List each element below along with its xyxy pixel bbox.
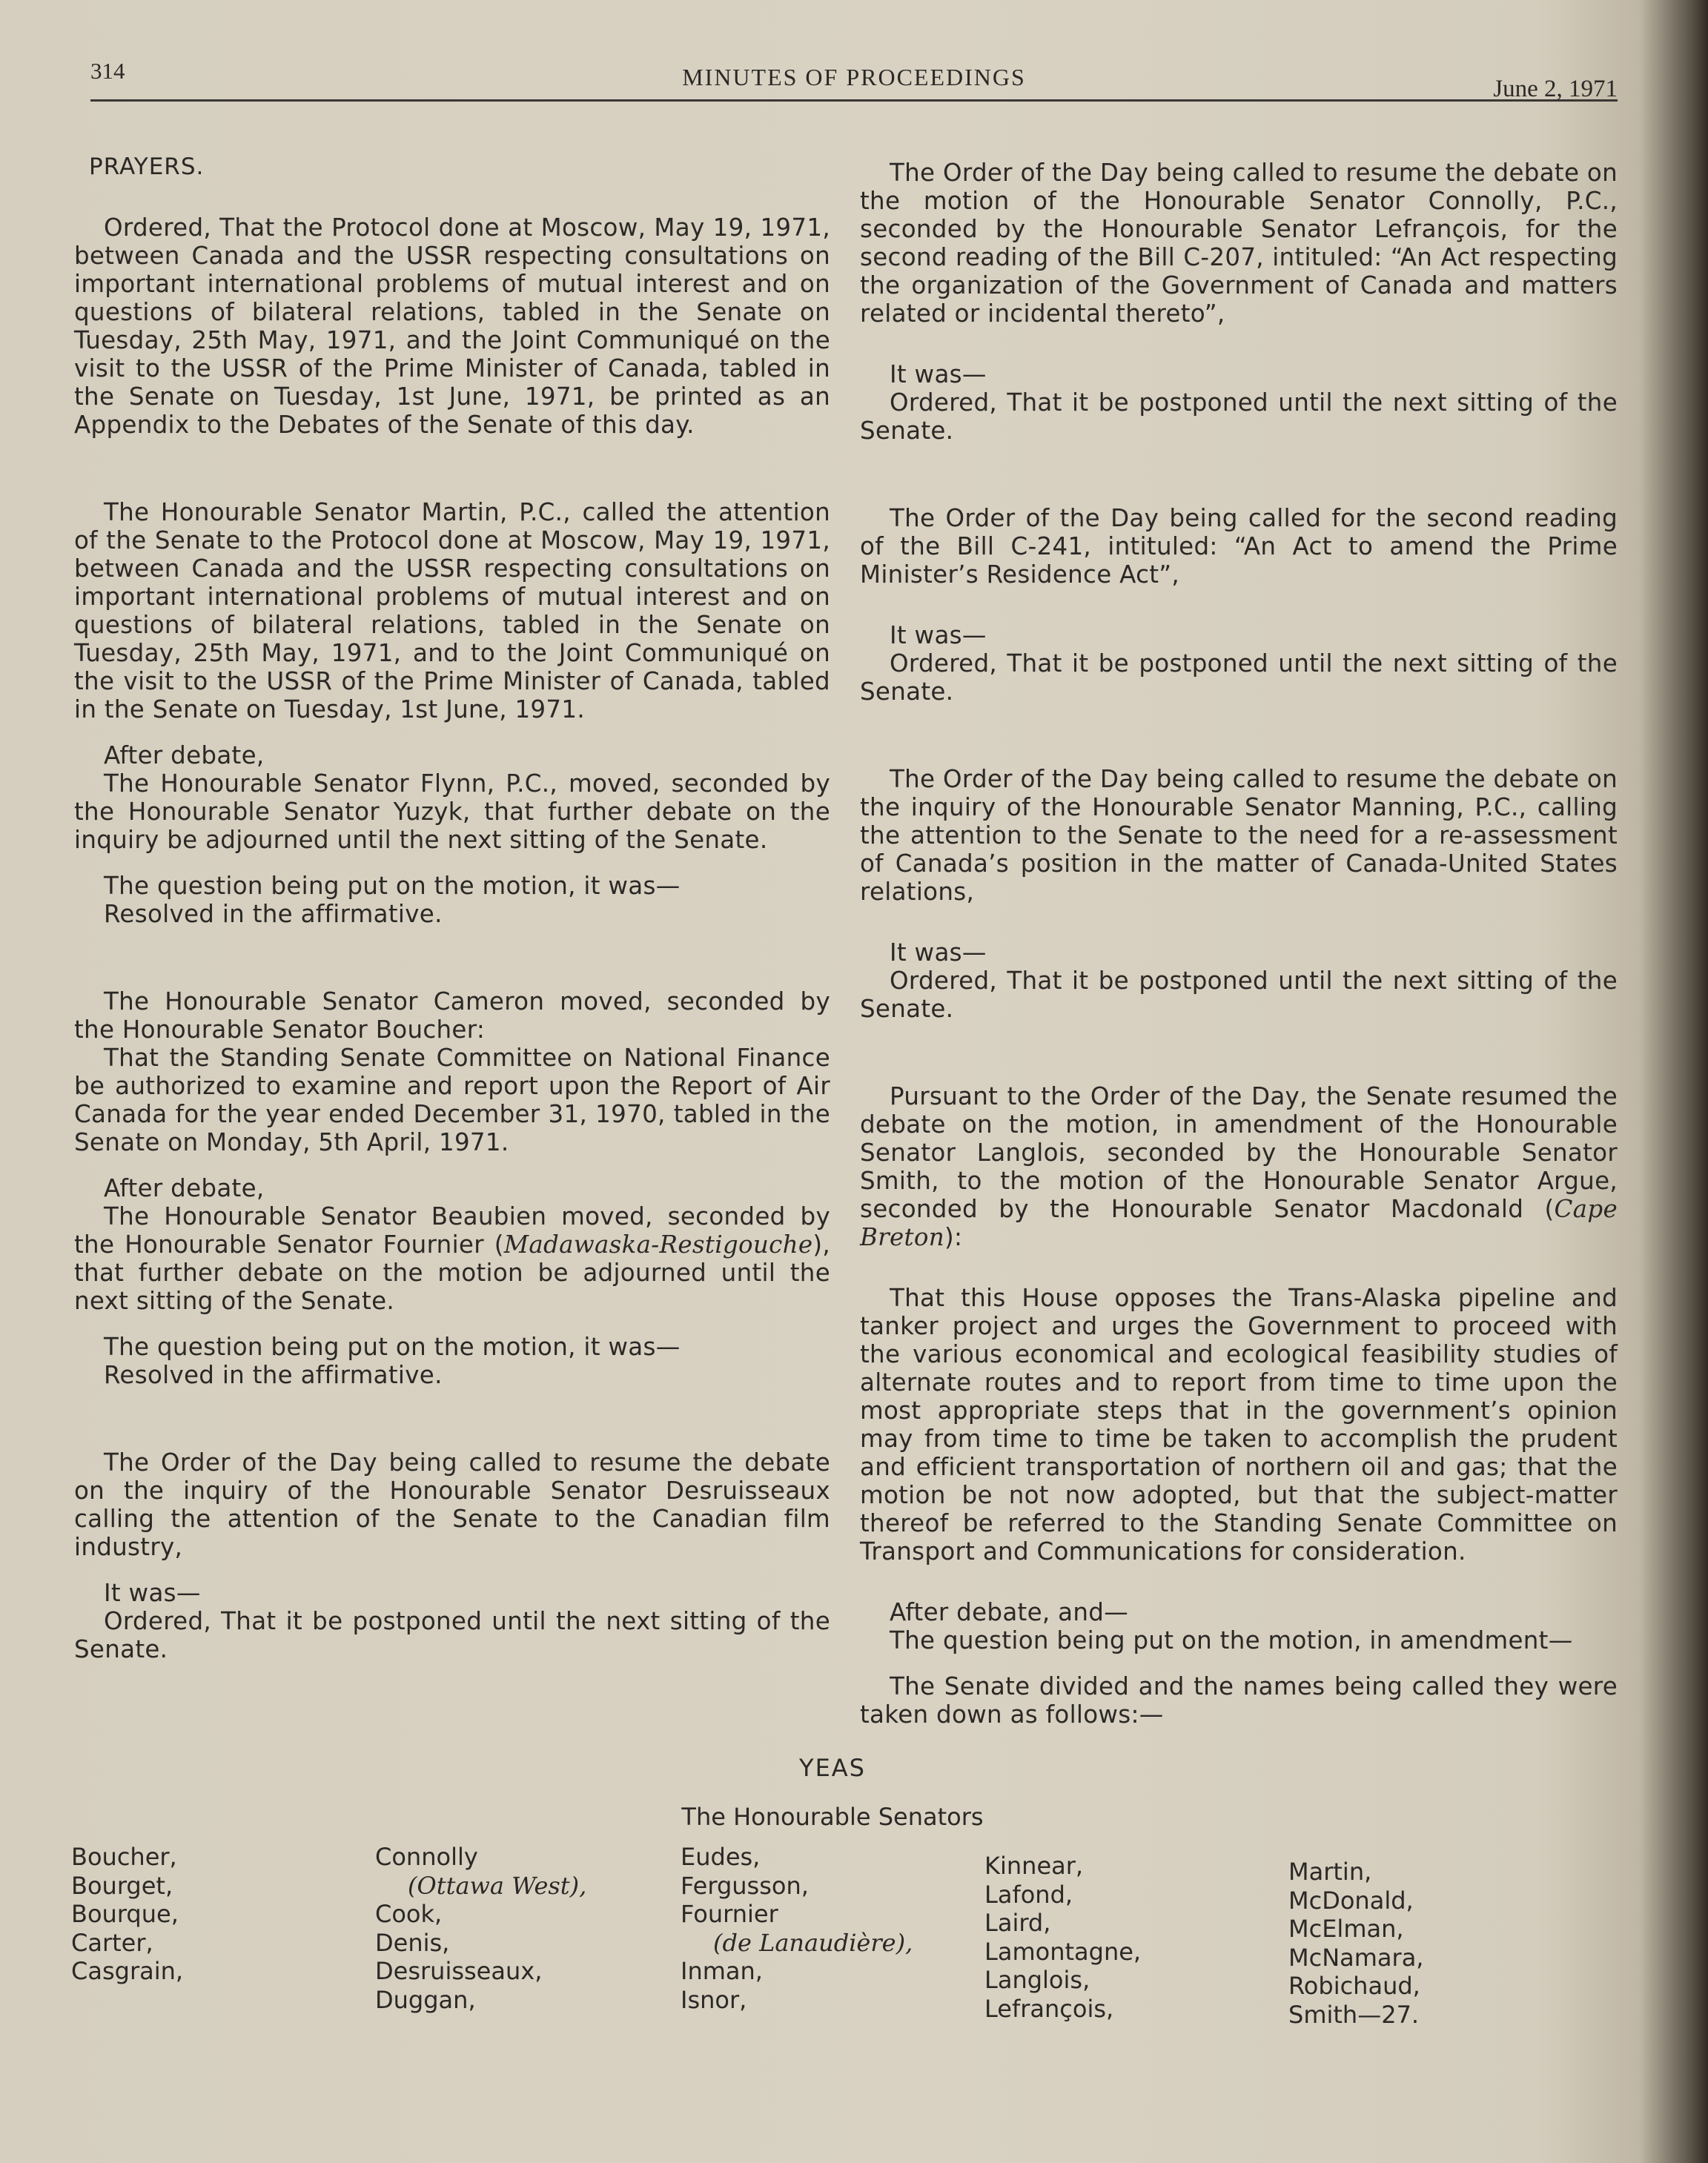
paragraph: The Order of the Day being called to resume the debate on the inquiry of the Honourable Senator Desruisseaux calling the attention of the Senate to the Canadian film industry, <box>74 1448 830 1561</box>
senator-name: Smith—27. <box>1288 2000 1420 2029</box>
paragraph: The question being put on the motion, it was— <box>104 872 681 900</box>
senator-name: Fergusson, <box>681 1871 809 1900</box>
senator-name-column <box>681 1843 913 2014</box>
paragraph: Resolved in the affirmative. <box>104 900 443 928</box>
senator-name: Boucher, <box>71 1843 177 1871</box>
senator-name: Kinnear, <box>984 1852 1084 1880</box>
paragraph: Resolved in the affirmative. <box>104 1361 443 1389</box>
senator-name: Lefrançois, <box>984 1994 1114 2023</box>
senator-name: Lafond, <box>984 1880 1073 1909</box>
senator-name: Duggan, <box>375 1985 476 2014</box>
senator-name: Bourget, <box>71 1871 173 1900</box>
senator-name: McDonald, <box>1288 1886 1414 1915</box>
paragraph: That this House opposes the Trans-Alaska pipeline and tanker project and urges the Government to proceed with the various economical and ecological feasibility studies of alternate routes and to report from time to time upon the most appropriate steps that in the government’s opinion may from time to time be taken to accomplish the prudent and efficient transportation of northern oil and gas; that the motion be not now adopted, but that the subject-matter thereof be referred to the Standing Senate Committee on Transport and Communications for consideration. <box>860 1284 1618 1566</box>
right-column <box>860 141 1618 1729</box>
senators-heading: The Honourable Senators <box>681 1803 984 1831</box>
paragraph: The Honourable Senator Martin, P.C., called the attention of the Senate to the Protocol done at Moscow, May 19, 1971, between Canada and the USSR respecting consultations on important international problems of mutual interest and on questions of bilateral relations, tabled in the Senate on Tuesday, 25th May, 1971, and to the Joint Communiqué on the visit to the USSR of the Prime Minister of Canada, tabled in the Senate on Tuesday, 1st June, 1971. <box>74 498 830 723</box>
senator-name: Lamontagne, <box>984 1937 1142 1966</box>
paragraph: Ordered, That it be postponed until the next sitting of the Senate. <box>860 649 1618 706</box>
header-date: June 2, 1971 <box>1493 76 1618 102</box>
paragraph: The Honourable Senator Beaubien moved, seconded by the Honourable Senator Fournier (Madawaska-Restigouche), that further debate on the motion be adjourned until the next sitting of the Senate. <box>74 1202 830 1315</box>
paragraph: After debate, <box>104 1174 265 1202</box>
senator-name: Bourque, <box>71 1900 179 1928</box>
senator-name: Denis, <box>375 1928 450 1957</box>
paragraph: It was— <box>890 621 987 649</box>
paragraph: Ordered, That it be postponed until the next sitting of the Senate. <box>74 1607 830 1663</box>
paragraph: Pursuant to the Order of the Day, the Senate resumed the debate on the motion, in amendment of the Honourable Senator Langlois, seconded by the Honourable Senator Smith, to the motion of the Honourable Senator Argue, seconded by the Honourable Senator Macdonald (Cape Breton): <box>860 1082 1618 1251</box>
paragraph: It was— <box>104 1579 201 1607</box>
senator-name: (Ottawa West), <box>408 1871 587 1900</box>
page-number: 314 <box>90 58 125 84</box>
paragraph: Ordered, That the Protocol done at Moscow, May 19, 1971, between Canada and the USSR respecting consultations on important international problems of mutual interest and on questions of bilateral relations, tabled in the Senate on Tuesday, 25th May, 1971, and the Joint Communiqué on the visit to the USSR of the Prime Minister of Canada, tabled in the Senate on Tuesday, 1st June, 1971, be printed as an Appendix to the Debates of the Senate of this day. <box>74 213 830 439</box>
senator-name: McNamara, <box>1288 1943 1424 1972</box>
senator-name-column <box>984 1852 1141 2023</box>
senator-name-column <box>71 1843 183 1986</box>
paragraph: The Honourable Senator Cameron moved, seconded by the Honourable Senator Boucher: <box>74 987 830 1044</box>
paragraph: Ordered, That it be postponed until the next sitting of the Senate. <box>860 388 1618 445</box>
paragraph: Ordered, That it be postponed until the next sitting of the Senate. <box>860 967 1618 1023</box>
senator-name: Desruisseaux, <box>375 1957 543 1985</box>
senator-name-column <box>1288 1858 1423 2029</box>
senator-name: Robichaud, <box>1288 1972 1420 2000</box>
left-column <box>74 141 830 1663</box>
paragraph: The Order of the Day being called for the second reading of the Bill C-241, intituled: “An Act to amend the Prime Minister’s Residence Act”, <box>860 504 1618 589</box>
paragraph: It was— <box>890 360 987 388</box>
senator-name: Cook, <box>375 1900 443 1928</box>
senator-name: McElman, <box>1288 1915 1404 1943</box>
senator-name-column <box>375 1843 586 2014</box>
paragraph: The Honourable Senator Flynn, P.C., moved, seconded by the Honourable Senator Yuzyk, that further debate on the inquiry be adjourned until the next sitting of the Senate. <box>74 769 830 854</box>
prayers-heading: PRAYERS. <box>89 153 205 180</box>
senator-name: Casgrain, <box>71 1957 184 1985</box>
paragraph: After debate, <box>104 741 265 769</box>
senator-name: Fournier <box>681 1900 778 1928</box>
paragraph: It was— <box>890 938 987 967</box>
paragraph: The Order of the Day being called to resume the debate on the motion of the Honourable Senator Connolly, P.C., seconded by the Honourable Senator Lefrançois, for the second reading of the Bill C-207, intituled: “An Act respecting the organization of the Government of Canada and matters related or incidental thereto”, <box>860 159 1618 328</box>
senator-name: Connolly <box>375 1843 478 1871</box>
senator-name: Martin, <box>1288 1858 1372 1886</box>
running-title: MINUTES OF PROCEEDINGS <box>682 64 1026 90</box>
page-header <box>90 58 1618 102</box>
paragraph: That the Standing Senate Committee on National Finance be authorized to examine and report upon the Report of Air Canada for the year ended December 31, 1970, tabled in the Senate on Monday, 5th April, 1971. <box>74 1044 830 1156</box>
yeas-heading: YEAS <box>799 1754 866 1782</box>
senator-name: Isnor, <box>681 1985 747 2014</box>
senator-name: Eudes, <box>681 1843 761 1871</box>
paragraph: The question being put on the motion, it was— <box>104 1333 681 1361</box>
senator-name: Laird, <box>984 1909 1051 1937</box>
senator-name: (de Lanaudière), <box>713 1928 913 1957</box>
senator-name: Langlois, <box>984 1966 1090 1994</box>
senator-name: Carter, <box>71 1928 153 1957</box>
paragraph: The Senate divided and the names being called they were taken down as follows:— <box>860 1672 1618 1729</box>
paragraph: After debate, and— <box>890 1598 1128 1626</box>
paragraph: The question being put on the motion, in amendment— <box>890 1626 1573 1654</box>
paragraph: The Order of the Day being called to resume the debate on the inquiry of the Honourable Senator Manning, P.C., calling the attention to the Senate to the need for a re-assessment of Canada’s position in the matter of Canada-United States relations, <box>860 765 1618 906</box>
senator-name: Inman, <box>681 1957 763 1985</box>
